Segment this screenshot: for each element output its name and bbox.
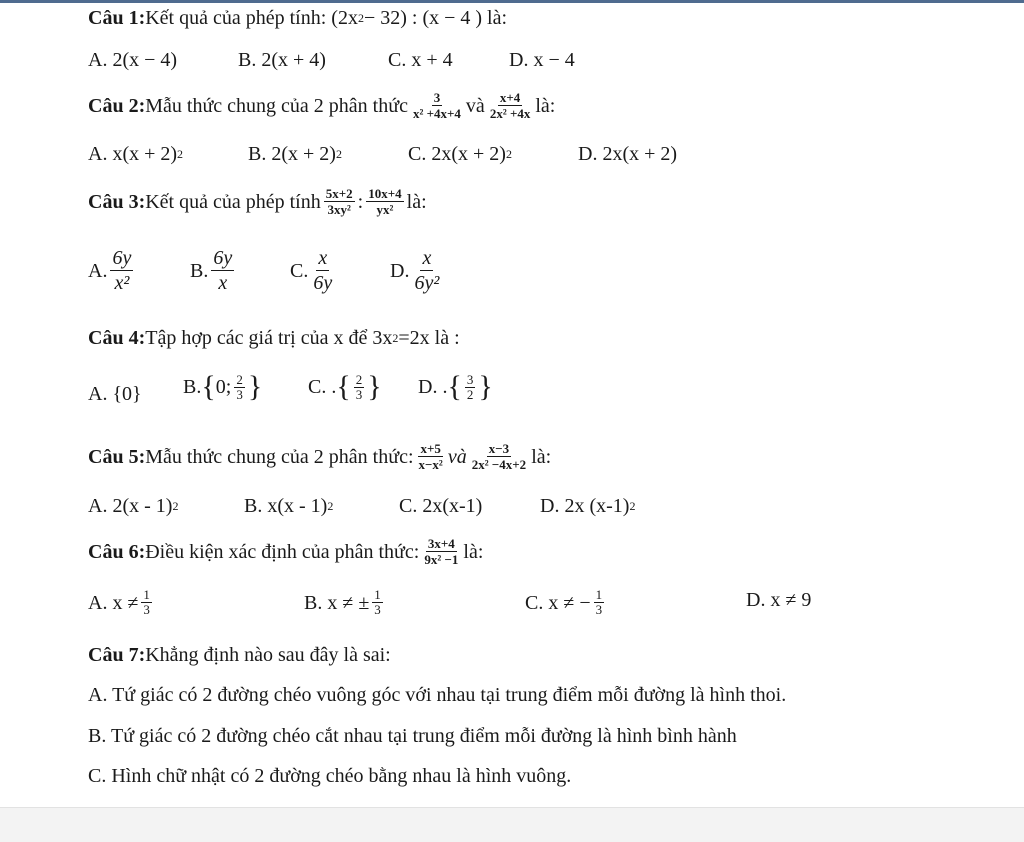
option-text: {0}	[112, 383, 142, 405]
fraction-denominator: 3	[236, 386, 243, 402]
fraction-numerator: x+5	[420, 441, 441, 456]
option-prefix: B.	[190, 259, 209, 282]
fraction-denominator: 2	[466, 386, 474, 402]
fraction-numerator: 1	[374, 587, 381, 602]
option-prefix: A.	[88, 383, 108, 405]
left-brace: {	[447, 370, 462, 403]
fraction	[465, 373, 476, 402]
option-text: D. 2x(x + 2)	[578, 143, 678, 165]
left-brace: {	[201, 370, 216, 403]
question-1-options	[88, 48, 988, 72]
answer-option[interactable]: D. x − 4	[509, 49, 575, 71]
question-1-text: Kết quả của phép tính: (2x	[145, 7, 358, 29]
fraction	[311, 246, 334, 295]
fraction-denominator: 3	[355, 386, 363, 402]
question-2-connector: và	[465, 94, 485, 117]
fraction-numerator: 3	[466, 371, 474, 387]
answer-option[interactable]: B. x(x - 1) 2	[244, 495, 334, 517]
answer-option[interactable]: A. 2(x - 1) 2	[88, 495, 179, 517]
option-prefix: B.	[183, 376, 202, 398]
answer-option[interactable]: D. x ≠ 9	[746, 589, 812, 611]
question-5-rest: là:	[531, 445, 552, 468]
fraction	[110, 246, 133, 295]
answer-option[interactable]	[304, 588, 386, 617]
option-text: C. 2x(x-1)	[399, 495, 483, 517]
option-prefix: D. .	[418, 376, 448, 398]
option-prefix: C.	[290, 259, 309, 282]
question-4: Câu 4: Tập hợp các giá trị của x để 3x 2 =2x là :	[88, 327, 460, 349]
answer-option[interactable]: A. x(x + 2) 2	[88, 143, 184, 165]
option-text: A. x ≠	[88, 591, 139, 614]
option-prefix: D.	[390, 259, 410, 282]
answer-option[interactable]	[399, 494, 482, 518]
fraction-numerator: x	[422, 247, 432, 269]
fraction	[211, 246, 234, 295]
bottom-strip	[0, 807, 1024, 842]
fraction-denominator: 3	[595, 602, 603, 617]
question-1-label: Câu 1:	[88, 7, 146, 29]
fraction	[354, 373, 365, 402]
fraction	[366, 186, 403, 217]
question-5-text: Mẫu thức chung của 2 phân thức:	[145, 445, 414, 468]
fraction-numerator: 1	[143, 587, 150, 602]
answer-option[interactable]	[88, 246, 136, 295]
fraction-denominator: 2x² −4x+2	[471, 457, 527, 472]
question-3-rest: là:	[406, 190, 427, 213]
question-1: Câu 1: Kết quả của phép tính: (2x 2 − 32) : (x − 4 ) là:	[88, 7, 508, 29]
fraction	[422, 536, 460, 567]
question-2-rest: là:	[535, 94, 556, 117]
question-7	[88, 643, 391, 667]
fraction-denominator: x	[218, 272, 228, 294]
right-brace: }	[478, 370, 493, 403]
fraction-denominator: 3xy²	[327, 202, 351, 217]
top-border	[0, 0, 1024, 3]
answer-option[interactable]	[290, 246, 337, 295]
fraction-denominator: 6y²	[414, 272, 440, 294]
answer-option[interactable]	[578, 142, 677, 166]
fraction	[470, 441, 528, 472]
answer-option[interactable]: D. 2x (x-1) 2	[540, 495, 636, 517]
question-7-text: Khẳng định nào sau đây là sai:	[145, 644, 391, 666]
question-2-label: Câu 2:	[88, 94, 146, 117]
answer-option[interactable]: C. 2x(x + 2) 2	[408, 143, 512, 165]
option-text: C. 2x(x + 2)	[408, 143, 506, 165]
question-3-text: Kết quả của phép tính	[145, 190, 321, 213]
option-text: A. x(x + 2)	[88, 143, 178, 165]
fraction-numerator: x	[318, 247, 328, 269]
answer-option[interactable]: B. 2(x + 2) 2	[248, 143, 342, 165]
question-2-text: Mẫu thức chung của 2 phân thức	[145, 94, 408, 117]
question-4-options	[88, 372, 988, 416]
answer-option[interactable]: B. 2(x + 4)	[238, 49, 326, 71]
answer-option[interactable]: C. Hình chữ nhật có 2 đường chéo bằng nhau là hình vuông.	[88, 765, 572, 787]
option-text: A. 2(x - 1)	[88, 495, 173, 517]
division-operator: :	[357, 190, 364, 213]
question-4-text: Tập hợp các giá trị của x để 3x	[145, 327, 393, 349]
answer-option[interactable]: B. Tứ giác có 2 đường chéo cắt nhau tại trung điểm mỗi đường là hình bình hành	[88, 725, 737, 747]
right-brace: }	[247, 370, 263, 403]
question-6-options	[88, 588, 988, 622]
question-6-label: Câu 6:	[88, 540, 146, 563]
answer-option[interactable]	[183, 372, 262, 402]
fraction-numerator: 6y	[112, 247, 132, 269]
question-3-options	[88, 246, 988, 302]
answer-option[interactable]	[525, 588, 607, 617]
question-6-rest: là:	[463, 540, 484, 563]
answer-option[interactable]	[308, 372, 382, 402]
fraction	[372, 588, 383, 617]
left-brace: {	[336, 370, 351, 403]
option-prefix: C. .	[308, 376, 337, 398]
question-7-label: Câu 7:	[88, 644, 146, 666]
fraction	[488, 90, 533, 121]
fraction-numerator: x−3	[488, 441, 510, 456]
fraction-denominator: 3	[374, 602, 381, 617]
question-6	[88, 536, 483, 567]
fraction-denominator: 3	[143, 602, 150, 617]
question-1-rest: − 32) : (x − 4 ) là:	[363, 7, 508, 29]
option-text: 0;	[215, 376, 232, 398]
answer-option[interactable]	[88, 382, 142, 406]
fraction-denominator: x² +4x+4	[412, 106, 461, 121]
fraction	[324, 186, 355, 217]
fraction-denominator: x−x²	[418, 457, 443, 472]
option-text: B. x(x - 1)	[244, 495, 328, 517]
fraction-numerator: x+4	[499, 90, 521, 105]
answer-option[interactable]: A. Tứ giác có 2 đường chéo vuông góc với nhau tại trung điểm mỗi đường là hình thoi.	[88, 684, 787, 706]
option-text: D. 2x (x-1)	[540, 495, 630, 517]
right-brace: }	[367, 370, 382, 403]
question-5-label: Câu 5:	[88, 445, 146, 468]
fraction-numerator: 3	[433, 90, 441, 105]
fraction-numerator: 3x+4	[427, 536, 455, 551]
option-text: B. 2(x + 2)	[248, 143, 336, 165]
option-text: B. x ≠ ±	[304, 591, 370, 614]
fraction-denominator: yx²	[376, 202, 394, 217]
fraction	[234, 373, 245, 402]
answer-option[interactable]: A. 2(x − 4)	[88, 49, 178, 71]
option-prefix: A.	[88, 259, 108, 282]
question-5-options	[88, 494, 988, 518]
fraction-numerator: 5x+2	[325, 186, 353, 201]
answer-option[interactable]: C. x + 4	[388, 49, 453, 71]
question-2	[88, 90, 555, 121]
question-5-connector: và	[447, 445, 467, 468]
question-6-text: Điều kiện xác định của phân thức:	[145, 540, 420, 563]
fraction-numerator: 2	[236, 371, 243, 387]
fraction	[417, 441, 445, 472]
answer-option[interactable]	[418, 372, 493, 402]
fraction-denominator: 6y	[313, 272, 333, 294]
question-4-rest: =2x là :	[398, 327, 460, 349]
question-3-label: Câu 3:	[88, 190, 146, 213]
fraction	[141, 588, 152, 617]
answer-option[interactable]	[88, 588, 155, 617]
fraction	[594, 588, 605, 617]
fraction	[412, 246, 441, 295]
answer-option[interactable]	[390, 246, 444, 295]
question-3	[88, 186, 427, 217]
fraction-numerator: 10x+4	[368, 186, 402, 201]
fraction-numerator: 2	[355, 371, 363, 387]
answer-option[interactable]	[190, 246, 237, 295]
fraction-denominator: 9x² −1	[424, 552, 459, 567]
fraction-numerator: 1	[595, 587, 603, 602]
question-2-options	[88, 142, 988, 166]
fraction-denominator: x²	[114, 272, 130, 294]
fraction-numerator: 6y	[213, 247, 233, 269]
fraction-denominator: 2x² +4x	[489, 106, 531, 121]
question-4-label: Câu 4:	[88, 327, 146, 349]
option-text: C. x ≠ −	[525, 591, 591, 614]
question-5	[88, 441, 551, 472]
fraction	[411, 90, 463, 121]
